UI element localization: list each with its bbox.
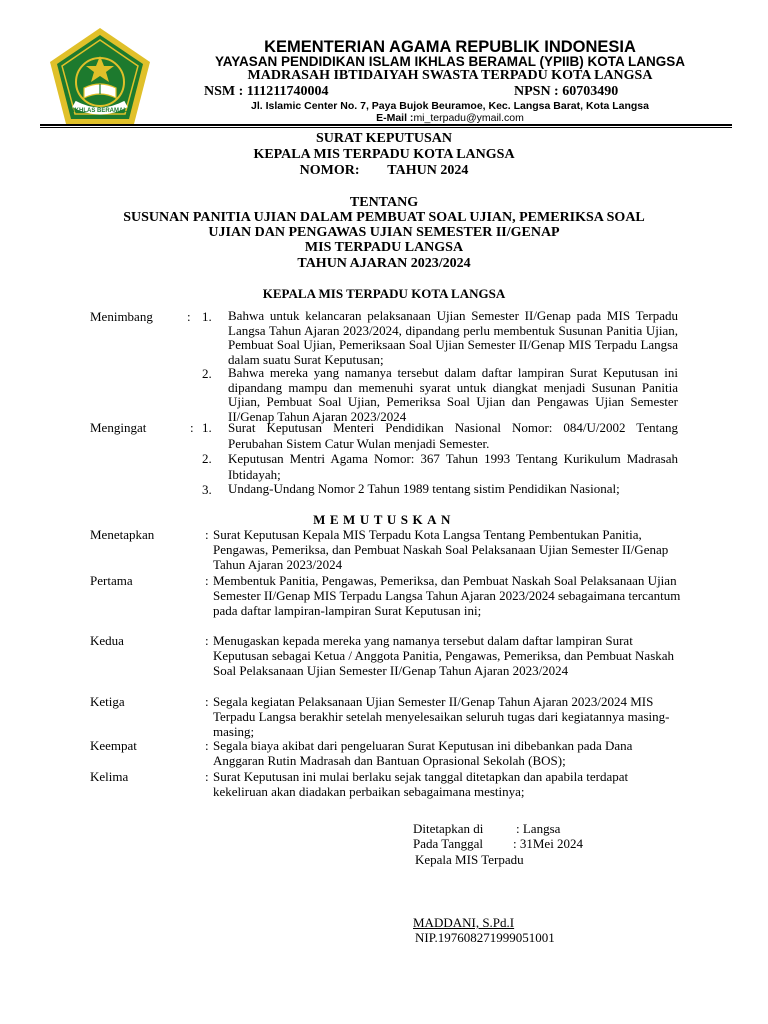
menimbang-label: Menimbang xyxy=(90,309,153,324)
sign-date-value: : 31Mei 2024 xyxy=(513,836,584,851)
menimbang-num-2: 2. xyxy=(202,366,212,381)
nsm-number: NSM : 111211740004 xyxy=(204,84,329,99)
ministry-name: KEMENTERIAN AGAMA REPUBLIK INDONESIA xyxy=(264,38,636,56)
doc-issuer: KEPALA MIS TERPADU KOTA LANGSA xyxy=(253,147,515,162)
doc-title: SURAT KEPUTUSAN xyxy=(315,131,452,146)
decision-colon: : xyxy=(205,769,209,784)
decision-colon: : xyxy=(205,694,209,709)
decision-text-kelima: Surat Keputusan ini mulai berlaku sejak tanggal ditetapkan dan apabila terdapat kekeliruan akan diadakan perbaikan sebagaimana mestinya; xyxy=(213,769,629,799)
email-address[interactable]: mi_terpadu@ymail.com xyxy=(413,112,524,124)
issuer-heading: KEPALA MIS TERPADU KOTA LANGSA xyxy=(262,286,506,301)
sign-place-label: Ditetapkan di xyxy=(413,821,484,836)
decision-label-kedua: Kedua xyxy=(90,633,124,648)
subject-line-3: MIS TERPADU LANGSA xyxy=(304,240,464,255)
mengingat-point-2: Keputusan Mentri Agama Nomor: 367 Tahun 1993 Tentang Kurikulum Madrasah Ibtidayah; xyxy=(228,451,678,482)
decision-text-menetapkan: Surat Keputusan Kepala MIS Terpadu Kota Langsa Tentang Pembentukan Panitia, Pengawas, Pemeriksa, dan Pembuat Naskah Soal Pelaksanaan Ujian Semester II/Genap Tahun Ajaran 2023/2024 xyxy=(213,527,669,572)
school-email-line xyxy=(160,112,740,124)
decision-label-pertama: Pertama xyxy=(90,573,133,588)
decision-text-keempat: Segala biaya akibat dari pengeluaran Surat Keputusan ini dibebankan pada Dana Anggaran Rutin Madrasah dan Bantuan Oprasional Sekolah (BOS); xyxy=(213,738,633,768)
subject-line-4: TAHUN AJARAN 2023/2024 xyxy=(297,256,471,271)
decision-text-ketiga: Segala kegiatan Pelaksanaan Ujian Semester II/Genap Tahun Ajaran 2023/2024 MIS Terpadu Langsa berakhir setelah menyelesaikan seluruh tugas dari kegiatannya masing-masing; xyxy=(213,694,670,739)
decision-text-pertama: Membentuk Panitia, Pengawas, Pemeriksa, dan Pembuat Naskah Soal Pelaksanaan Ujian Semester II/Genap MIS Terpadu Langsa Tahun Ajaran 2023/2024 sebagaimana tercantum pada daftar lampiran-lampiran Surat Keputusan ini; xyxy=(213,573,681,618)
foundation-name: YAYASAN PENDIDIKAN ISLAM IKHLAS BERAMAL (YPIIB) KOTA LANGSA xyxy=(214,54,686,69)
decision-colon: : xyxy=(205,738,209,753)
logo-banner-text: IKHLAS BERAMAL xyxy=(73,108,127,114)
decision-label-kelima: Kelima xyxy=(90,769,129,784)
school-name: MADRASAH IBTIDAIYAH SWASTA TERPADU KOTA LANGSA xyxy=(247,68,653,83)
decision-label-ketiga: Ketiga xyxy=(90,694,125,709)
menimbang-colon: : xyxy=(187,309,191,324)
subject-line-2: UJIAN DAN PENGAWAS UJIAN SEMESTER II/GENAP xyxy=(208,225,560,240)
decision-colon: : xyxy=(205,527,209,542)
doc-number: NOMOR: TAHUN 2024 xyxy=(299,163,469,178)
sign-place-value: : Langsa xyxy=(516,821,561,836)
mengingat-point-1: Surat Keputusan Menteri Pendidikan Nasional Nomor: 084/U/2002 Tentang Perubahan Sistem Catur Wulan menjadi Semester. xyxy=(228,420,678,451)
menimbang-num-1: 1. xyxy=(202,309,212,324)
sign-date-label: Pada Tanggal xyxy=(413,836,483,851)
decision-text-kedua: Menugaskan kepada mereka yang namanya tersebut dalam daftar lampiran Surat Keputusan sebagai Ketua / Anggota Panitia, Pengawas, Pemeriksa, dan Pembuat Naskah Soal Pelaksanaan Ujian Semester II/Genap Tahun Ajaran 2023/2024 xyxy=(213,633,675,678)
decision-colon: : xyxy=(205,633,209,648)
menimbang-point-2: Bahwa mereka yang namanya tersebut dalam daftar lampiran Surat Keputusan ini dipandang mampu dan memenuhi syarat untuk diangkat menjadi Susunan Panitia Ujian, Pembuat Soal Ujian, Pemeriksa Soal Ujian dan Pengawas Ujian Semester II/Genap Tahun Ajaran 2023/2024 xyxy=(228,365,678,424)
decision-label-keempat: Keempat xyxy=(90,738,137,753)
tentang-heading: TENTANG xyxy=(349,195,419,210)
subject-line-1: SUSUNAN PANITIA UJIAN DALAM PEMBUAT SOAL UJIAN, PEMERIKSA SOAL xyxy=(123,210,645,225)
signatory-position: Kepala MIS Terpadu xyxy=(415,852,524,867)
memutuskan-heading: MEMUTUSKAN xyxy=(313,512,455,527)
header-divider-thin xyxy=(40,127,732,128)
npsn-number: NPSN : 60703490 xyxy=(514,84,619,99)
mengingat-num-3: 3. xyxy=(202,482,212,497)
menimbang-point-1: Bahwa untuk kelancaran pelaksanaan Ujian Semester II/Genap pada MIS Terpadu Langsa Tahun Ajaran 2023/2024, dipandang perlu membentuk Susunan Panitia Ujian, Pembuat Soal Ujian, Pemeriksaan Soal Ujian Semester II/Genap MIS Terpadu Langsa dalam suatu Surat Keputusan; xyxy=(228,308,678,367)
decision-label-menetapkan: Menetapkan xyxy=(90,527,155,542)
header-divider-thick xyxy=(40,124,732,126)
mengingat-num-2: 2. xyxy=(202,451,212,466)
kemenag-logo xyxy=(44,26,156,130)
signatory-nip: NIP.197608271999051001 xyxy=(415,930,555,945)
school-address: Jl. Islamic Center No. 7, Paya Bujok Beuramoe, Kec. Langsa Barat, Kota Langsa xyxy=(251,100,649,112)
signatory-name: MADDANI, S.Pd.I xyxy=(413,915,515,930)
email-label: E-Mail : xyxy=(376,112,414,124)
mengingat-colon: : xyxy=(190,420,194,435)
mengingat-point-3: Undang-Undang Nomor 2 Tahun 1989 tentang sistim Pendidikan Nasional; xyxy=(228,481,620,496)
decision-colon: : xyxy=(205,573,209,588)
mengingat-label: Mengingat xyxy=(90,420,147,435)
mengingat-num-1: 1. xyxy=(202,420,212,435)
